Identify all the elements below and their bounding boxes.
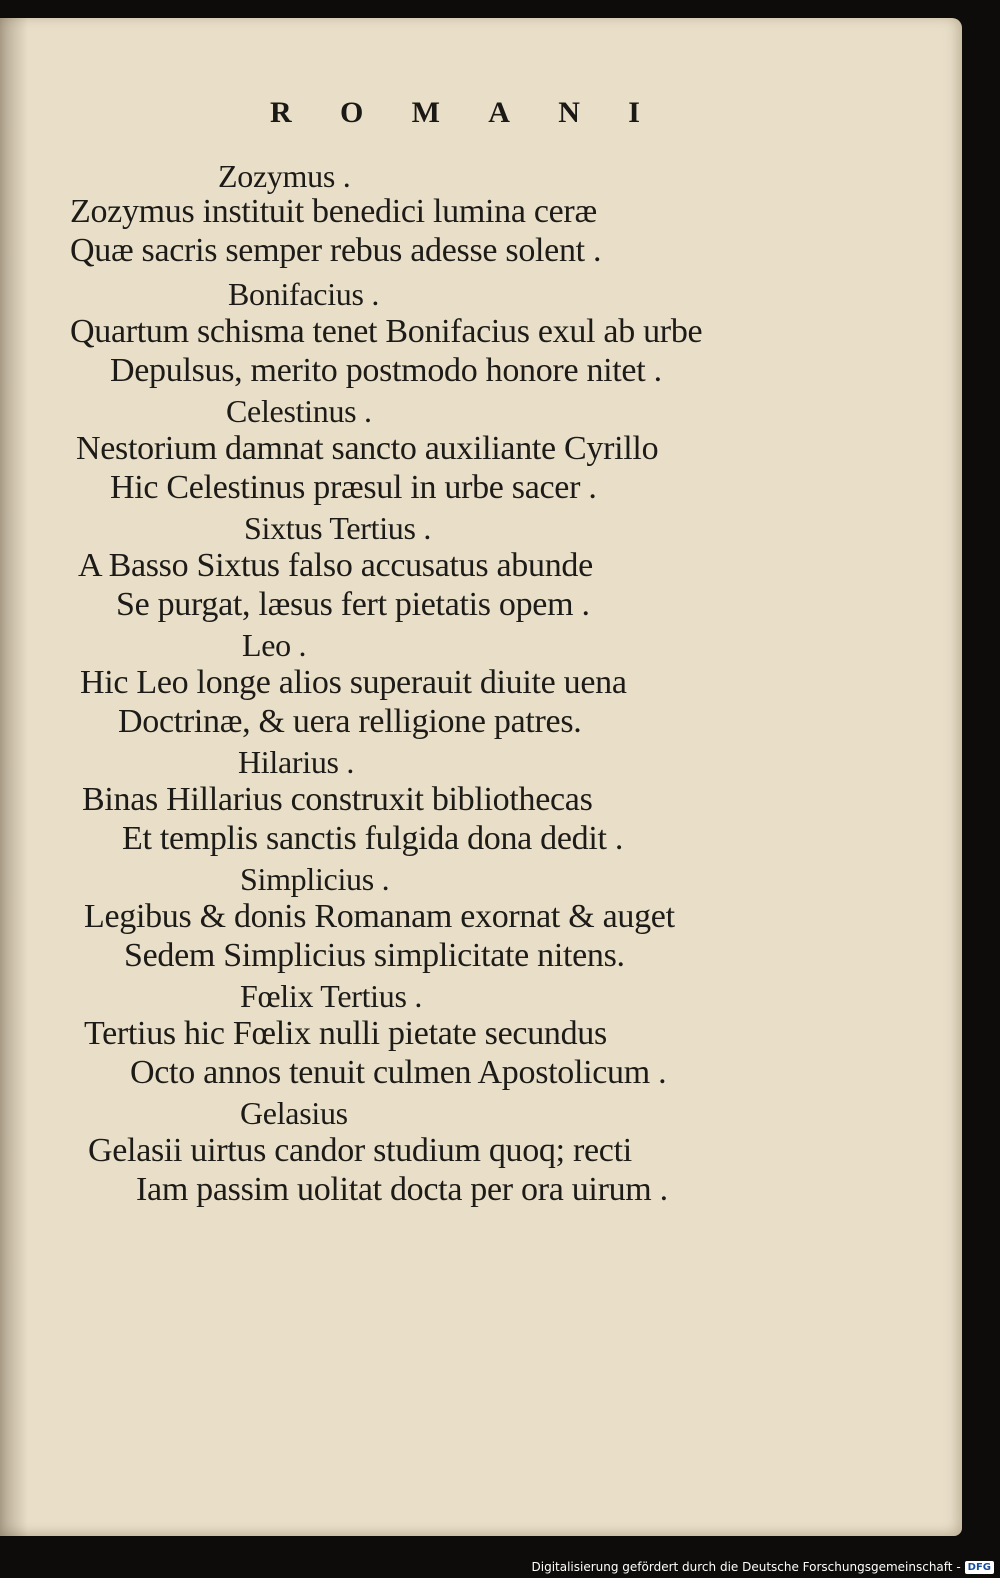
verse-line: Depulsus, merito postmodo honore nitet . [110,352,662,389]
verse-line: Et templis sanctis fulgida dona dedit . [122,820,624,857]
dfg-logo: DFG [965,1561,994,1574]
verse-line: Hic Celestinus præsul in urbe sacer . [110,469,597,506]
verse-line: Legibus & donis Romanam exornat & auget [84,898,675,935]
verse-line: Zozymus instituit benedici lumina ceræ [70,193,597,230]
rubric-sixtus: Sixtus Tertius . [244,510,432,546]
header-letter: O [339,96,364,129]
verse-line: Binas Hillarius construxit bibliothecas [82,781,593,818]
running-header [270,96,640,130]
rubric-zozymus: Zozymus . [218,158,351,194]
verse-line: Doctrinæ, & uera relligione patres. [118,703,582,740]
verse-line: Tertius hic Fœlix nulli pietate secundus [84,1015,607,1052]
rubric-bonifacius: Bonifacius . [228,276,380,312]
verse-line: Quartum schisma tenet Bonifacius exul ab urbe [70,313,703,350]
verse-line: Octo annos tenuit culmen Apostolicum . [130,1054,667,1091]
rubric-hilarius: Hilarius . [238,744,355,780]
header-letter: I [628,96,640,129]
verse-line: Quæ sacris semper rebus adesse solent . [70,232,602,269]
header-letter: M [411,96,440,129]
verse-line: A Basso Sixtus falso accusatus abunde [78,547,593,584]
page-gutter-shadow [0,18,28,1536]
rubric-simplicius: Simplicius . [240,861,390,897]
header-letter: R [270,96,292,129]
rubric-foelix: Fœlix Tertius . [240,978,423,1014]
verse-line: Gelasii uirtus candor studium quoq; recti [88,1132,632,1169]
verse-line: Hic Leo longe alios superauit diuite uena [80,664,627,701]
verse-line: Nestorium damnat sancto auxiliante Cyrillo [76,430,659,467]
header-letter: A [488,96,510,129]
rubric-leo: Leo . [242,627,307,663]
digitization-credit [532,1560,995,1574]
credit-text: Digitalisierung gefördert durch die Deutsche Forschungsgemeinschaft - [531,1560,961,1574]
verse-line: Se purgat, læsus fert pietatis opem . [116,586,590,623]
rubric-gelasius: Gelasius [240,1095,348,1131]
verse-line: Sedem Simplicius simplicitate nitens. [124,937,625,974]
rubric-celestinus: Celestinus . [226,393,372,429]
verse-line: Iam passim uolitat docta per ora uirum . [136,1171,668,1208]
header-letter: N [558,96,580,129]
